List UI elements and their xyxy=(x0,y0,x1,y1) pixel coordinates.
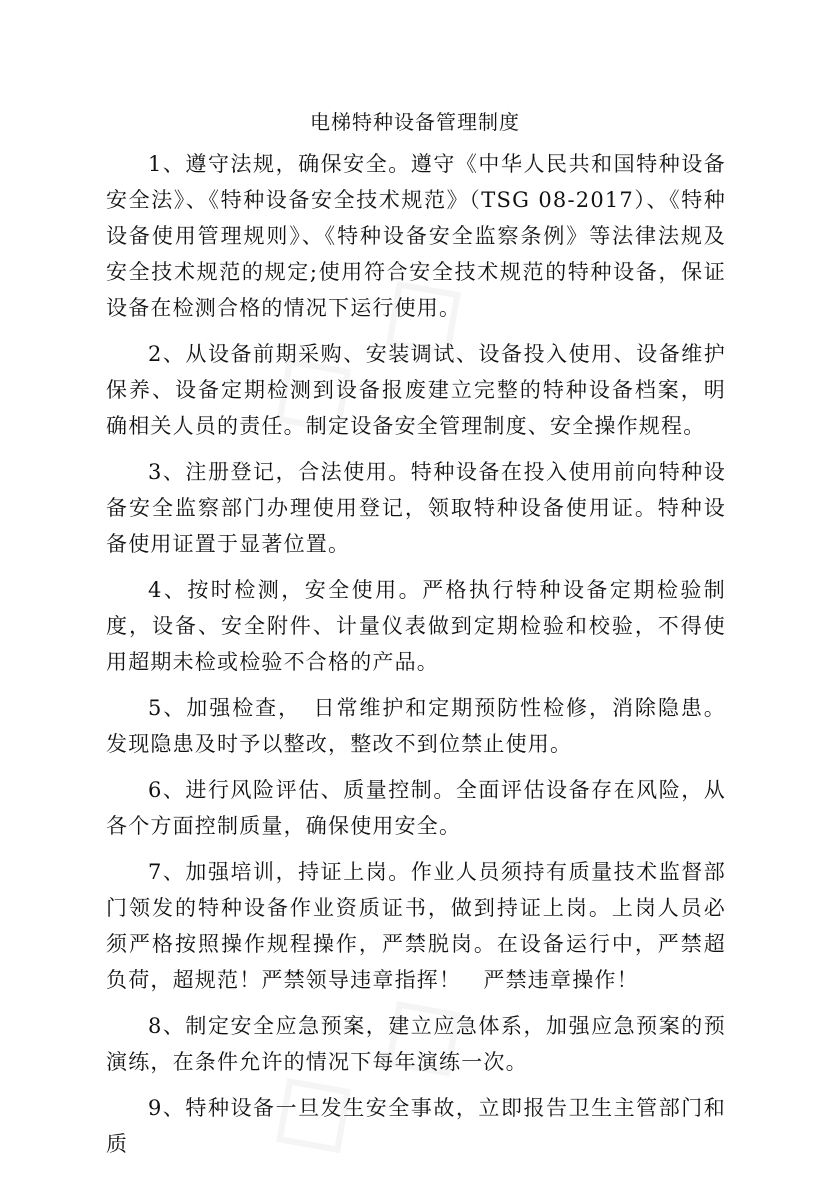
paragraph-2: 2、从设备前期采购、安装调试、设备投入使用、设备维护保养、设备定期检测到设备报废建立完整的特种设备档案，明确相关人员的责任。制定设备安全管理制度、安全操作规程。 xyxy=(106,342,726,438)
paragraph-8: 8、制定安全应急预案，建立应急体系，加强应急预案的预演练，在条件允许的情况下每年演练一次。 xyxy=(106,1014,726,1074)
document-title: 电梯特种设备管理制度 xyxy=(310,110,520,134)
paragraph-5: 5、加强检查， 日常维护和定期预防性检修，消除隐患。发现隐患及时予以整改，整改不到位禁止使用。 xyxy=(106,696,726,756)
paragraph-7: 7、加强培训，持证上岗。作业人员须持有质量技术监督部门领发的特种设备作业资质证书，做到持证上岗。上岗人员必须严格按照操作规程操作，严禁脱岗。在设备运行中，严禁超负荷，超规范！严禁领导违章指挥！ 严禁违章操作！ xyxy=(106,860,726,992)
paragraph-9: 9、特种设备一旦发生安全事故，立即报告卫生主管部门和质 xyxy=(106,1096,726,1156)
document-body xyxy=(106,146,726,1172)
paragraph-3: 3、注册登记，合法使用。特种设备在投入使用前向特种设备安全监察部门办理使用登记，领取特种设备使用证。特种设备使用证置于显著位置。 xyxy=(106,460,726,556)
paragraph-6: 6、进行风险评估、质量控制。全面评估设备存在风险，从各个方面控制质量，确保使用安全。 xyxy=(106,778,726,838)
paragraph-4: 4、按时检测，安全使用。严格执行特种设备定期检验制度，设备、安全附件、计量仪表做到定期检验和校验，不得使用超期未检或检验不合格的产品。 xyxy=(106,578,726,674)
paragraph-1: 1、遵守法规，确保安全。遵守《中华人民共和国特种设备安全法》、《特种设备安全技术规范》（TSG 08-2017）、《特种设备使用管理规则》、《特种设备安全监察条例》等法律法规及安全技术规范的规定;使用符合安全技术规范的特种设备，保证设备在检测合格的情况下运行使用。 xyxy=(106,152,726,320)
